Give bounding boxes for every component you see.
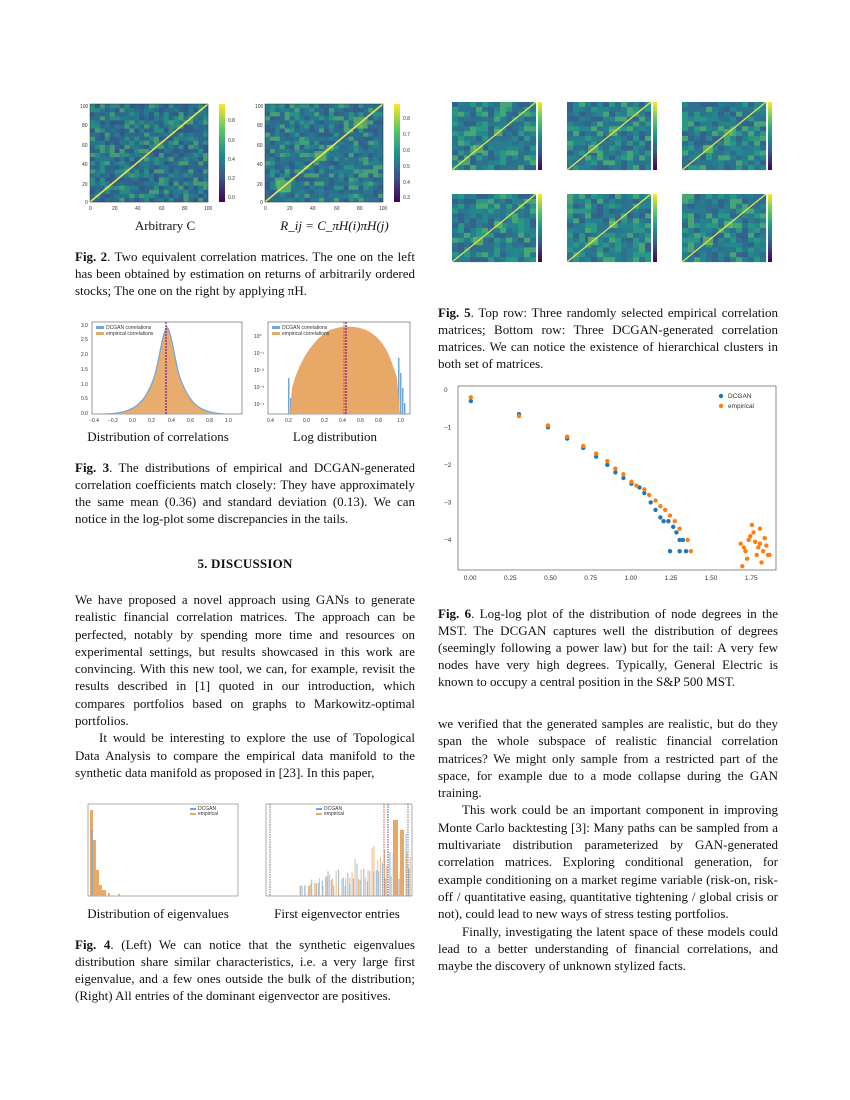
tick: 10⁰ bbox=[254, 334, 262, 340]
tick: 0.6 bbox=[228, 138, 235, 144]
x-tick: 1.25 bbox=[664, 575, 678, 582]
x-tick: 0.75 bbox=[584, 575, 597, 582]
tick: 0.0 bbox=[303, 418, 310, 424]
y-tick: −3 bbox=[444, 499, 452, 507]
tick: 0.5 bbox=[81, 396, 88, 402]
tick: 10⁻⁴ bbox=[254, 402, 265, 408]
tick: 10⁻³ bbox=[254, 385, 264, 391]
tick: 100 bbox=[255, 104, 264, 110]
tick: 0.8 bbox=[228, 118, 235, 124]
legend-entry: DCGAN bbox=[728, 393, 752, 400]
fig2-caption-text: . Two equivalent correlation matrices. The one on the left has been obtained by estimation on returns of arbitrarily ordered stocks; The one on the right by applying πH. bbox=[75, 249, 415, 298]
data-point bbox=[613, 470, 617, 474]
data-point bbox=[677, 549, 681, 553]
tick: 10⁻² bbox=[254, 368, 264, 374]
data-point bbox=[634, 483, 638, 487]
fig2-left-heatmap bbox=[70, 98, 245, 218]
fig2-caption-label: Fig. 2 bbox=[75, 249, 108, 264]
tick: 0.0 bbox=[129, 418, 136, 424]
tick: 1.5 bbox=[81, 367, 88, 373]
tick: 0.5 bbox=[403, 164, 410, 170]
tick: 100 bbox=[80, 104, 89, 110]
data-point bbox=[605, 459, 609, 463]
data-point bbox=[658, 504, 662, 508]
data-point bbox=[750, 523, 754, 527]
data-point bbox=[546, 423, 550, 427]
data-point bbox=[767, 553, 771, 557]
tick: 20 bbox=[287, 206, 293, 212]
tick: 0.7 bbox=[403, 132, 410, 138]
fig2-caption bbox=[75, 248, 415, 299]
fig4-caption bbox=[75, 936, 415, 1004]
right-paragraph-2: This work could be an important component in improving Monte Carlo backtesting [3]: Many paths can be sampled from a multivariate distribution parameterized by GAN-generated correlation matrices. Exploring conditional generation, for example conditioning on a market regime variable (risk-on, risk-off / quantitative easing, quantitative tightening / global crisis or not), could lead to new ways of stress testing portfolios. bbox=[438, 802, 778, 922]
tick: 0.2 bbox=[285, 418, 292, 424]
data-point bbox=[668, 513, 672, 517]
tick: 0.2 bbox=[321, 418, 328, 424]
data-point bbox=[666, 519, 670, 523]
tick: 0.0 bbox=[228, 195, 235, 201]
y-tick: −4 bbox=[444, 536, 452, 544]
data-point bbox=[658, 515, 662, 519]
data-point bbox=[758, 526, 762, 530]
tick: 20 bbox=[112, 206, 118, 212]
tick: 0.4 bbox=[267, 418, 274, 424]
y-tick: −1 bbox=[444, 424, 452, 432]
data-point bbox=[746, 538, 750, 542]
data-point bbox=[671, 525, 675, 529]
data-point bbox=[738, 542, 742, 546]
tick: 0.4 bbox=[168, 418, 175, 424]
data-point bbox=[753, 540, 757, 544]
x-tick: 1.50 bbox=[704, 575, 718, 582]
tick: 20 bbox=[82, 182, 88, 188]
data-point bbox=[649, 500, 653, 504]
y-tick: 0 bbox=[444, 386, 448, 394]
tick: 40 bbox=[135, 206, 141, 212]
data-point bbox=[684, 549, 688, 553]
fig4-left-histogram bbox=[78, 800, 248, 905]
tick: 40 bbox=[257, 162, 263, 168]
fig5-matrix bbox=[452, 194, 542, 262]
tick: 0.2 bbox=[148, 418, 155, 424]
tick: 0.8 bbox=[403, 116, 410, 122]
data-point bbox=[758, 542, 762, 546]
data-point bbox=[594, 451, 598, 455]
legend-marker-dcgan bbox=[719, 394, 723, 398]
tick: 100 bbox=[379, 206, 388, 212]
fig3-caption-label: Fig. 3 bbox=[75, 460, 110, 475]
tick: 0.2 bbox=[228, 176, 235, 182]
tick: 60 bbox=[334, 206, 340, 212]
data-point bbox=[745, 557, 749, 561]
tick: 80 bbox=[257, 123, 263, 129]
tick: 0.4 bbox=[403, 180, 410, 186]
data-point bbox=[674, 530, 678, 534]
fig3-caption bbox=[75, 459, 415, 527]
fig2-left-label: Arbitrary C bbox=[134, 218, 196, 233]
tick: 100 bbox=[204, 206, 213, 212]
data-point bbox=[763, 536, 767, 540]
data-point bbox=[756, 545, 760, 549]
fig5-matrix bbox=[567, 194, 657, 262]
data-point bbox=[755, 553, 759, 557]
data-point bbox=[629, 480, 633, 484]
legend-entry: empirical bbox=[198, 811, 219, 817]
legend-marker-empirical bbox=[719, 404, 723, 408]
data-point bbox=[605, 463, 609, 467]
tick: 0.8 bbox=[375, 418, 382, 424]
right-column-body bbox=[438, 715, 778, 974]
tick: 0.3 bbox=[403, 195, 410, 201]
tick: 60 bbox=[257, 143, 263, 149]
fig2-right-heatmap bbox=[245, 98, 420, 218]
data-point bbox=[663, 508, 667, 512]
tick: −0.2 bbox=[108, 418, 118, 424]
x-tick: 0.00 bbox=[463, 575, 477, 582]
data-point bbox=[742, 545, 746, 549]
tick: 3.0 bbox=[81, 323, 88, 329]
tick: 0 bbox=[85, 200, 88, 206]
tick: 0 bbox=[260, 200, 263, 206]
legend-entry: empirical correlations bbox=[282, 331, 330, 337]
tick: 2.0 bbox=[81, 352, 88, 358]
tick: 1.0 bbox=[225, 418, 232, 424]
data-point bbox=[565, 434, 569, 438]
tick: 80 bbox=[82, 123, 88, 129]
data-point bbox=[653, 498, 657, 502]
data-point bbox=[689, 549, 693, 553]
fig6-scatter-chart bbox=[440, 382, 780, 587]
legend-entry: DCGAN bbox=[198, 806, 217, 812]
data-point bbox=[681, 538, 685, 542]
x-tick: 1.75 bbox=[744, 575, 758, 582]
data-point bbox=[653, 508, 657, 512]
fig5-caption-label: Fig. 5 bbox=[438, 305, 471, 320]
tick: 60 bbox=[159, 206, 165, 212]
right-paragraph-3: Finally, investigating the latent space of these models could lead to a better understanding of financial correlations, and maybe the discovery of unknown stylized facts. bbox=[438, 923, 778, 974]
data-point bbox=[647, 493, 651, 497]
data-point bbox=[642, 491, 646, 495]
data-point bbox=[469, 399, 473, 403]
fig3-left-histogram bbox=[75, 318, 250, 428]
tick: 0.8 bbox=[206, 418, 213, 424]
data-point bbox=[642, 487, 646, 491]
tick: 60 bbox=[82, 143, 88, 149]
fig4-caption-text: . (Left) We can notice that the synthetic eigenvalues distribution share similar characteristics, i.e. a very large first eigenvalue, and a few ones outside the bulk of the distribution; (Right) All entries of the dominant eigenvector are positives. bbox=[75, 937, 415, 1003]
fig3-caption-text: . The distributions of empirical and DCGAN-generated correlation coefficients match closely: They have approximately the same mean (0.36) and standard deviation (0.13). We can notice in the log-plot some discrepancies in the tails. bbox=[75, 460, 415, 526]
tick: 0.4 bbox=[339, 418, 346, 424]
fig2-right-label: R_ij = C_πH(i)πH(j) bbox=[280, 218, 389, 233]
tick: 40 bbox=[310, 206, 316, 212]
tick: 1.0 bbox=[397, 418, 404, 424]
tick: 0 bbox=[264, 206, 267, 212]
legend-entry: empirical bbox=[324, 811, 345, 817]
data-point bbox=[613, 466, 617, 470]
tick: 2.5 bbox=[81, 337, 88, 343]
fig5-matrix-grid bbox=[440, 98, 780, 274]
tick: −0.4 bbox=[89, 418, 99, 424]
data-point bbox=[751, 530, 755, 534]
x-tick: 0.25 bbox=[504, 575, 517, 582]
data-point bbox=[661, 519, 665, 523]
legend-entry: DCGAN correlations bbox=[282, 325, 328, 331]
fig5-caption-text: . Top row: Three randomly selected empirical correlation matrices; Bottom row: Three DCGAN-generated correlation matrices. We can notice the existence of hierarchical clusters in both set of matrices. bbox=[438, 305, 778, 371]
x-tick: 1.00 bbox=[624, 575, 638, 582]
tick: 0.6 bbox=[187, 418, 194, 424]
fig6-caption-label: Fig. 6 bbox=[438, 606, 472, 621]
discussion-paragraph-2: It would be interesting to explore the use of Topological Data Analysis to compare the empirical data manifold to the synthetic data manifold as proposed in [23]. In this paper, bbox=[75, 730, 415, 780]
data-point bbox=[673, 519, 677, 523]
fig3-right-histogram bbox=[250, 318, 420, 428]
data-point bbox=[748, 534, 752, 538]
data-point bbox=[740, 564, 744, 568]
right-paragraph-1: we verified that the generated samples are realistic, but do they span the whole subspace of realistic financial correlation matrices? We might only sample from a restricted part of the space, for example due to a mode collapse during the GAN training. bbox=[438, 716, 778, 801]
legend-entry: empirical correlations bbox=[106, 331, 154, 337]
data-point bbox=[685, 538, 689, 542]
data-point bbox=[761, 549, 765, 553]
tick: 0 bbox=[89, 206, 92, 212]
fig4-caption-label: Fig. 4 bbox=[75, 937, 111, 952]
data-point bbox=[621, 472, 625, 476]
fig5-caption bbox=[438, 304, 778, 372]
fig4-left-label: Distribution of eigenvalues bbox=[87, 906, 229, 921]
tick: 40 bbox=[82, 162, 88, 168]
tick: 1.0 bbox=[81, 382, 88, 388]
fig5-matrix bbox=[682, 194, 772, 262]
fig5-matrix bbox=[452, 102, 542, 170]
tick: 0.0 bbox=[81, 411, 88, 417]
tick: 10⁻¹ bbox=[254, 351, 264, 357]
data-point bbox=[764, 543, 768, 547]
section-heading: 5. DISCUSSION bbox=[197, 556, 293, 571]
data-point bbox=[621, 476, 625, 480]
legend-entry: DCGAN bbox=[324, 806, 343, 812]
legend-entry: DCGAN correlations bbox=[106, 325, 152, 331]
tick: 0.6 bbox=[357, 418, 364, 424]
data-point bbox=[517, 414, 521, 418]
tick: 80 bbox=[182, 206, 188, 212]
discussion-body bbox=[75, 591, 415, 781]
x-tick: 0.50 bbox=[544, 575, 557, 582]
data-point bbox=[677, 526, 681, 530]
tick: 0.4 bbox=[228, 157, 235, 163]
data-point bbox=[668, 549, 672, 553]
fig5-matrix bbox=[682, 102, 772, 170]
data-point bbox=[469, 395, 473, 399]
y-tick: −2 bbox=[444, 461, 452, 469]
data-point bbox=[581, 444, 585, 448]
tick: 80 bbox=[357, 206, 363, 212]
fig6-caption-text: . Log-log plot of the distribution of node degrees in the MST. The DCGAN captures well the distribution of degrees (seemingly following a power law) but for the tail: A very few nodes have very high degrees. Typically, General Electric is known to occupy a central position in the S&P 500 MST. bbox=[438, 606, 778, 689]
data-point bbox=[743, 549, 747, 553]
legend-entry: empirical bbox=[728, 403, 755, 410]
data-point bbox=[759, 560, 763, 564]
fig3-left-label: Distribution of correlations bbox=[87, 429, 229, 444]
fig4-right-histogram bbox=[258, 800, 418, 905]
fig3-right-label: Log distribution bbox=[292, 429, 378, 444]
fig5-matrix bbox=[567, 102, 657, 170]
discussion-paragraph-1: We have proposed a novel approach using GANs to generate realistic financial correlation matrices. The approach can be perfected, notably by spending more time and resources on experimental settings, but results showcased in this work are convincing. With this new tool, we can, for example, revisit the results described in [1] quoted in our introduction, which compares portfolios based on graphs to Markowitz-optimal portfolios. bbox=[75, 592, 415, 729]
fig6-caption bbox=[438, 605, 778, 690]
fig4-right-label: First eigenvector entries bbox=[274, 906, 400, 921]
tick: 0.6 bbox=[403, 148, 410, 154]
tick: 20 bbox=[257, 182, 263, 188]
